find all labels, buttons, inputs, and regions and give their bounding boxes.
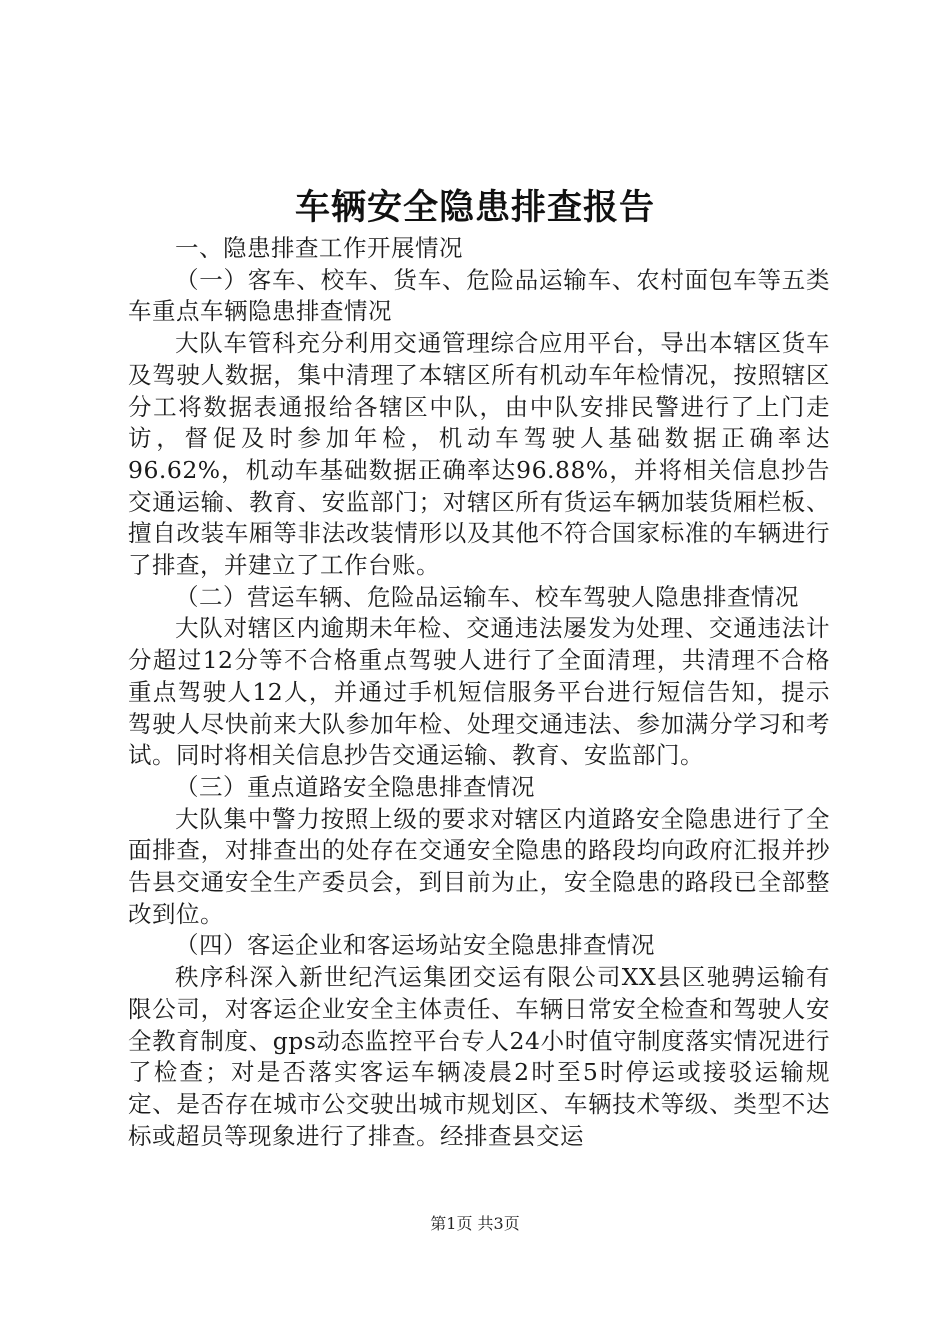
page-footer: 第1页 共3页 <box>430 1214 520 1233</box>
subsection-heading: （一）客车、校车、货车、危险品运输车、农村面包车等五类车重点车辆隐患排查情况 <box>128 265 830 326</box>
body-paragraph: 大队车管科充分利用交通管理综合应用平台，导出本辖区货车及驾驶人数据，集中清理了本辖区所有机动车年检情况，按照辖区分工将数据表通报给各辖区中队，由中队安排民警进行了上门走访，督促及时参加年检，机动车驾驶人基础数据正确率达96.62%，机动车基础数据正确率达96.88%，并将相关信息抄告交通运输、教育、安监部门；对辖区所有货运车辆加装货厢栏板、擅自改装车厢等非法改装情形以及其他不符合国家标准的车辆进行了排查，并建立了工作台账。 <box>128 329 830 580</box>
document-body <box>128 233 830 1152</box>
body-paragraph: 大队集中警力按照上级的要求对辖区内道路安全隐患进行了全面排查，对排查出的处存在交通安全隐患的路段均向政府汇报并抄告县交通安全生产委员会，到目前为止，安全隐患的路段已全部整改到位。 <box>128 804 830 928</box>
section-heading: 一、隐患排查工作开展情况 <box>175 234 463 262</box>
document-title: 车辆安全隐患排查报告 <box>294 188 655 228</box>
subsection-heading: （二）营运车辆、危险品运输车、校车驾驶人隐患排查情况 <box>175 582 799 611</box>
subsection-heading: （三）重点道路安全隐患排查情况 <box>175 772 535 801</box>
body-paragraph: 大队对辖区内逾期未年检、交通违法屡发为处理、交通违法计分超过12分等不合格重点驾驶人进行了全面清理，共清理不合格重点驾驶人12人，并通过手机短信服务平台进行短信告知，提示驾驶人尽快前来大队参加年检、处理交通违法、参加满分学习和考试。同时将相关信息抄告交通运输、教育、安监部门。 <box>128 614 830 770</box>
subsection-heading: （四）客运企业和客运场站安全隐患排查情况 <box>175 931 655 960</box>
body-paragraph: 秩序科深入新世纪汽运集团交运有限公司XX县区驰骋运输有限公司，对客运企业安全主体责任、车辆日常安全检查和驾驶人安全教育制度、gps动态监控平台专人24小时值守制度落实情况进行了检查；对是否落实客运车辆凌晨2时至5时停运或接驳运输规定、是否存在城市公交驶出城市规划区、车辆技术等级、类型不达标或超员等现象进行了排查。经排查县交运 <box>128 963 830 1150</box>
